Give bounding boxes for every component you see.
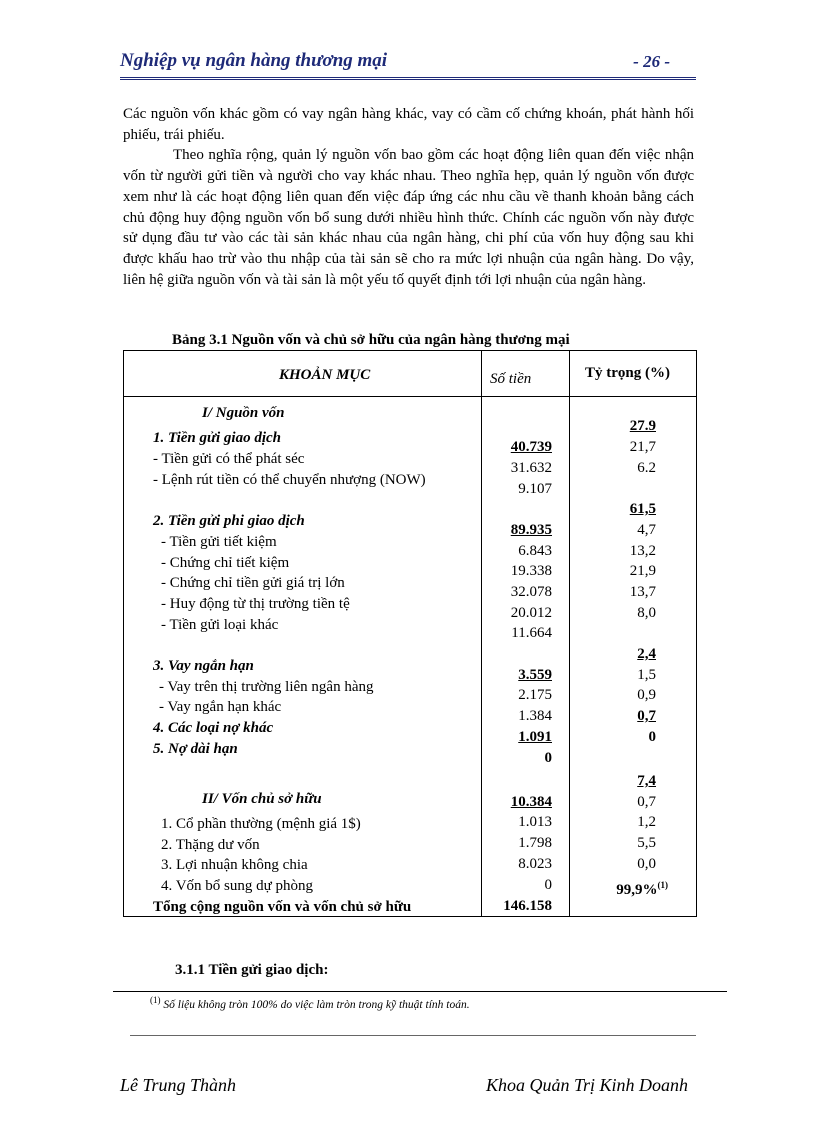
table-item: - Vay trên thị trường liên ngân hàng: [159, 679, 374, 695]
amount-value: 1.091: [518, 729, 552, 745]
table-item: - Vay ngắn hạn khác: [159, 699, 282, 715]
capital-table: [123, 350, 697, 917]
share-value: 4,7: [637, 522, 656, 538]
section-subheading: 3.1.1 Tiền gửi giao dịch:: [175, 962, 329, 978]
table-item: 4. Các loại nợ khác: [153, 720, 274, 736]
total-share-value: 99,9%: [616, 882, 658, 898]
header-share: Tỷ trọng (%): [585, 365, 670, 381]
total-amount: 146.158: [503, 898, 552, 914]
header-item: KHOẢN MỤC: [279, 367, 371, 383]
share-value: 61,5: [629, 501, 656, 517]
page-number: - 26 -: [633, 52, 670, 71]
share-value: 0,7: [637, 794, 656, 810]
footer-divider: [130, 1035, 696, 1036]
footnote-mark: (1): [150, 995, 161, 1005]
amount-value: 40.739: [510, 439, 552, 455]
total-share: [616, 875, 668, 900]
footer-author: Lê Trung Thành: [120, 1075, 237, 1095]
amount-value: 2.175: [518, 687, 552, 703]
table-item: 3. Lợi nhuận không chia: [161, 857, 308, 873]
amount-value: 1.798: [518, 835, 552, 851]
amount-value: 8.023: [518, 856, 552, 872]
column-divider: [569, 351, 570, 916]
header-divider: [120, 77, 696, 80]
table-item: - Lệnh rút tiền có thể chuyển nhượng (NOW): [153, 472, 426, 488]
table-caption: Bảng 3.1 Nguồn vốn và chủ sở hữu của ngân hàng thương mại: [172, 332, 570, 348]
share-value: 5,5: [637, 835, 656, 851]
share-value: 8,0: [637, 605, 656, 621]
table-item: - Tiền gửi loại khác: [161, 617, 279, 633]
table-item: - Tiền gửi tiết kiệm: [161, 534, 277, 550]
header-title: Nghiệp vụ ngân hàng thương mại: [120, 50, 388, 71]
share-value: 1,5: [637, 667, 656, 683]
table-item: 3. Vay ngắn hạn: [153, 658, 254, 674]
share-value: 6.2: [637, 460, 656, 476]
amount-value: 6.843: [518, 543, 552, 559]
table-total-label: Tổng cộng nguồn vốn và vốn chủ sở hữu: [153, 899, 412, 915]
share-value: 13,2: [629, 543, 656, 559]
paragraph: Theo nghĩa rộng, quản lý nguồn vốn bao gồm các hoạt động liên quan đến việc nhận vốn từ người gửi tiền và người cho vay khác nhau. Theo nghĩa hẹp, quản lý nguồn vốn được xem như là các hoạt động liên quan đến việc đáp ứng các nhu cầu về thanh khoản bằng cách chủ động huy động nguồn vốn bổ sung dưới nhiều hình thức. Chính các nguồn vốn này được sử dụng đầu tư vào các tài sản khác nhau của ngân hàng, chi phí của vốn huy động sau khi được khấu hao trừ vào thu nhập của tài sản sẽ cho ra mức lợi nhuận của ngân hàng. Do vậy, liên hệ giữa nguồn vốn và tài sản là một yếu tố quyết định tới lợi nhuận của ngân hàng.: [123, 147, 694, 288]
table-item: 4. Vốn bổ sung dự phòng: [161, 878, 314, 894]
paragraph: Các nguồn vốn khác gồm có vay ngân hàng khác, vay có cầm cố chứng khoán, phát hành hối phiếu, trái phiếu.: [123, 106, 694, 143]
footnote-text: Số liệu không tròn 100% do việc làm tròn trong kỹ thuật tính toán.: [163, 998, 470, 1011]
section-heading: I/ Nguồn vốn: [202, 405, 285, 421]
amount-value: 1.384: [518, 708, 552, 724]
column-divider: [481, 351, 482, 916]
share-value: 0,9: [637, 687, 656, 703]
share-value: 1,2: [637, 814, 656, 830]
share-value: 0,0: [637, 856, 656, 872]
amount-value: 19.338: [510, 563, 552, 579]
body-text: [123, 104, 694, 290]
table-item: 1. Cổ phần thường (mệnh giá 1$): [161, 816, 361, 832]
footnote: [150, 995, 470, 1011]
share-value: 2,4: [637, 646, 656, 662]
footer-department: Khoa Quản Trị Kinh Doanh: [485, 1075, 688, 1095]
amount-value: 32.078: [510, 584, 552, 600]
share-value: 0: [648, 729, 656, 745]
header-amount: Số tiền: [490, 371, 532, 387]
amount-value: 20.012: [510, 605, 552, 621]
table-item: - Huy động từ thị trường tiền tệ: [161, 596, 350, 612]
table-item: - Chứng chỉ tiền gửi giá trị lớn: [161, 575, 345, 591]
section-heading: II/ Vốn chủ sở hữu: [202, 791, 322, 807]
page-header: [120, 50, 696, 78]
amount-value: 89.935: [510, 522, 552, 538]
amount-value: 9.107: [518, 481, 552, 497]
amount-value: 31.632: [510, 460, 552, 476]
amount-value: 10.384: [510, 794, 552, 810]
footnote-marker: (1): [657, 880, 668, 890]
amount-value: 0: [544, 877, 552, 893]
amount-value: 1.013: [518, 814, 552, 830]
amount-value: 11.664: [511, 625, 552, 641]
amount-value: 0: [544, 750, 552, 766]
share-value: 7,4: [637, 773, 656, 789]
share-value: 13,7: [629, 584, 656, 600]
share-value: 21,9: [629, 563, 656, 579]
footnote-divider: [113, 991, 727, 992]
table-item: 2. Tiền gửi phi giao dịch: [153, 513, 305, 529]
share-value: 21,7: [629, 439, 656, 455]
amount-value: 3.559: [518, 667, 552, 683]
table-item: 1. Tiền gửi giao dịch: [153, 430, 282, 446]
share-value: 27.9: [629, 418, 656, 434]
table-item: - Tiền gửi có thể phát séc: [153, 451, 305, 467]
table-item: 2. Thặng dư vốn: [161, 837, 260, 853]
share-value: 0,7: [637, 708, 656, 724]
header-row-divider: [124, 396, 696, 397]
table-item: 5. Nợ dài hạn: [153, 741, 238, 757]
table-item: - Chứng chỉ tiết kiệm: [161, 555, 290, 571]
